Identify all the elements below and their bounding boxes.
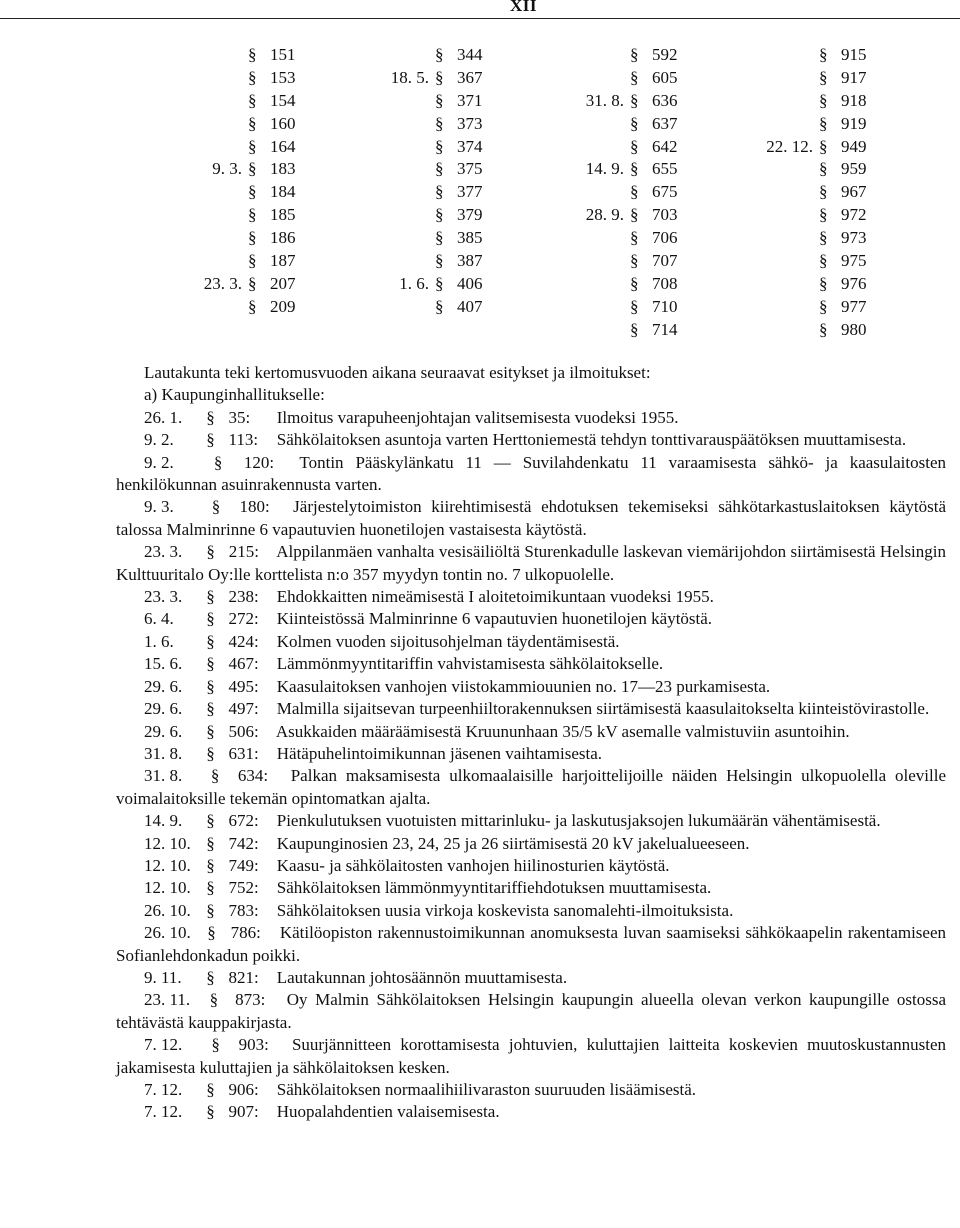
index-date: 23. 3. (203, 273, 242, 293)
index-number: 918 (841, 90, 867, 110)
index-row (630, 181, 678, 204)
index-date: 22. 12. (766, 136, 813, 156)
index-number: 164 (270, 136, 296, 156)
index-row (435, 296, 483, 319)
index-column (585, 44, 678, 342)
index-row (435, 227, 483, 250)
section-symbol: § (630, 45, 639, 64)
index-number: 185 (270, 205, 296, 225)
section-symbol: § (206, 1080, 215, 1099)
section-symbol: § (248, 90, 257, 110)
section-symbol: § (206, 542, 215, 562)
entry-text: Ehdokkaitten nimeämisestä I aloitetoimikuntaan vuodeksi 1955. (276, 587, 714, 607)
section-symbol: § (819, 67, 828, 87)
section-symbol: § (248, 251, 257, 271)
section-symbol: § (248, 45, 257, 64)
entry-number: 631: (228, 743, 259, 763)
entry-text: Asukkaiden määräämisestä Kruununhaan 35/5 kV asemalle valmistuviin asuntoihin. (275, 721, 850, 741)
index-number: 636 (652, 90, 678, 110)
section-symbol: § (248, 67, 257, 87)
entry-text: Sähkölaitoksen lämmönmyyntitariffiehdotuksen muuttamisesta. (276, 878, 712, 898)
entry-paragraph (116, 877, 946, 899)
entry-paragraph (116, 586, 946, 608)
index-row (819, 296, 867, 319)
index-date: 9. 3. (212, 159, 242, 179)
index-number: 183 (270, 159, 296, 179)
entry-number: 783: (228, 900, 259, 920)
index-row (248, 204, 296, 227)
entry-date: 9. 3. (144, 497, 174, 517)
index-number: 407 (457, 296, 483, 316)
section-symbol: § (206, 631, 215, 651)
entry-paragraph (116, 1101, 946, 1123)
index-row (766, 136, 867, 159)
entry-number: 215: (228, 542, 259, 562)
index-number: 371 (457, 90, 483, 110)
entry-number: 907: (228, 1102, 259, 1122)
section-symbol: § (630, 251, 639, 271)
entry-paragraph (116, 676, 946, 698)
index-row (819, 319, 867, 342)
entry-text: Lämmönmyyntitariffin vahvistamisesta sähkölaitokselle. (276, 654, 664, 674)
index-number: 374 (457, 136, 483, 156)
index-column (203, 44, 296, 319)
section-symbol: § (819, 296, 828, 316)
index-column (766, 44, 867, 342)
section-symbol: § (630, 113, 639, 133)
entry-text: Ilmoitus varapuheenjohtajan valitsemisesta vuodeksi 1955. (276, 407, 679, 427)
index-number: 642 (652, 136, 678, 156)
entry-paragraph (116, 765, 946, 810)
entry-date: 29. 6. (144, 699, 183, 719)
section-symbol: § (206, 430, 215, 450)
entry-paragraph (116, 810, 946, 832)
section-symbol: § (819, 136, 828, 156)
index-number: 187 (270, 251, 296, 271)
index-number: 184 (270, 182, 296, 202)
section-symbol: § (206, 609, 215, 629)
entry-paragraph (116, 496, 946, 541)
entry-text: Hätäpuhelintoimikunnan jäsenen vaihtamisesta. (276, 743, 603, 763)
entry-number: 873: (235, 990, 266, 1010)
entry-text: Järjestelytoimiston kiirehtimisestä ehdotuksen tekemiseksi sähkötarkastuslaitoksen käytöstä talossa Malminrinne 6 vapautuvien huonetilojen vastaisesta käytöstä. (116, 497, 947, 539)
section-symbol: § (435, 205, 444, 225)
section-symbol: § (630, 136, 639, 156)
index-row (819, 227, 867, 250)
index-number: 707 (652, 251, 678, 271)
index-number: 367 (457, 67, 483, 87)
index-row (585, 158, 678, 181)
index-row (819, 181, 867, 204)
entry-paragraph (116, 653, 946, 675)
index-row (819, 273, 867, 296)
index-number: 710 (652, 296, 678, 316)
entry-number: 272: (228, 609, 259, 629)
section-symbol: § (248, 159, 257, 179)
section-symbol: § (630, 205, 639, 225)
section-symbol: § (435, 182, 444, 202)
index-number: 977 (841, 296, 867, 316)
entry-number: 495: (228, 676, 259, 696)
entry-number: 786: (230, 923, 261, 943)
section-symbol: § (248, 273, 257, 293)
section-symbol: § (248, 205, 257, 225)
index-row (248, 90, 296, 113)
entry-date: 7. 12. (144, 1035, 183, 1055)
section-symbol: § (630, 90, 639, 110)
index-row (248, 296, 296, 319)
entry-number: 749: (228, 855, 259, 875)
entry-text: Kiinteistössä Malminrinne 6 vapautuvien huonetilojen käytöstä. (276, 609, 713, 629)
index-number: 406 (457, 273, 483, 293)
section-symbol: § (630, 228, 639, 248)
section-symbol: § (819, 45, 828, 64)
index-number: 919 (841, 113, 867, 133)
index-number: 972 (841, 205, 867, 225)
entry-text: Kolmen vuoden sijoitusohjelman täydentämisestä. (276, 631, 620, 651)
index-number: 387 (457, 251, 483, 271)
entry-text: Lautakunnan johtosäännön muuttamisesta. (276, 967, 568, 987)
section-symbol: § (206, 743, 215, 763)
entry-date: 12. 10. (144, 878, 191, 898)
entry-number: 120: (243, 452, 275, 472)
section-symbol: § (248, 296, 257, 316)
index-row (248, 181, 296, 204)
index-row (819, 90, 867, 113)
section-symbol: § (435, 159, 444, 179)
entry-date: 15. 6. (144, 654, 183, 674)
index-date: 1. 6. (399, 273, 429, 293)
index-number: 675 (652, 182, 678, 202)
entry-date: 29. 6. (144, 676, 183, 696)
index-row (819, 250, 867, 273)
index-row (435, 204, 483, 227)
entry-date: 26. 1. (144, 407, 183, 427)
entry-text: Sähkölaitoksen normaalihiilivaraston suuruuden lisäämisestä. (276, 1080, 696, 1099)
section-symbol: § (206, 811, 215, 831)
entry-date: 23. 3. (144, 542, 183, 562)
index-row (435, 250, 483, 273)
index-row (212, 158, 296, 181)
entry-number: 497: (228, 699, 259, 719)
index-number: 379 (457, 205, 483, 225)
entry-number: 634: (237, 766, 269, 786)
entry-number: 506: (228, 721, 259, 741)
section-symbol: § (206, 699, 215, 719)
section-symbol: § (206, 855, 215, 875)
entry-date: 23. 3. (144, 587, 183, 607)
entry-date: 26. 10. (144, 923, 191, 943)
section-symbol: § (819, 273, 828, 293)
index-row (819, 67, 867, 90)
index-row (630, 113, 678, 136)
entry-paragraph (116, 541, 946, 586)
entry-paragraph (116, 407, 946, 429)
section-symbol: § (819, 159, 828, 179)
index-number: 980 (841, 319, 867, 339)
section-symbol: § (630, 319, 639, 339)
intro-paragraph: Lautakunta teki kertomusvuoden aikana seuraavat esitykset ja ilmoitukset: (144, 363, 651, 382)
index-number: 186 (270, 228, 296, 248)
entry-text: Suurjännitteen korottamisesta johtuvien, kuluttajien laitteita koskevien muutoskustannusten jakamisesta kuluttajien ja sähkölaitoksen kesken. (116, 1035, 946, 1077)
index-row (819, 113, 867, 136)
section-symbol: § (213, 452, 223, 472)
index-date: 31. 8. (585, 90, 624, 110)
entry-text: Sähkölaitoksen uusia virkoja koskevista sanomalehti-ilmoituksista. (276, 900, 734, 920)
entry-text: Palkan maksamisesta ulkomaalaisille harjoittelijoille näiden Helsingin ulkopuolella oleville voimalaitoksille tekemän opintomatkan ajalta. (116, 766, 947, 808)
entry-number: 903: (238, 1035, 269, 1055)
section-symbol: § (435, 273, 444, 293)
entry-date: 31. 8. (144, 743, 183, 763)
entry-date: 14. 9. (144, 811, 183, 831)
index-date: 18. 5. (390, 67, 429, 87)
entry-text: Tontin Pääskylänkatu 11 — Suvilahdenkatu 11 varaamisesta sähkö- ja kaasulaitosten henkilökunnan asuinrakennusta varten. (116, 452, 947, 495)
section-symbol: § (209, 990, 219, 1010)
index-number: 655 (652, 159, 678, 179)
entry-number: 180: (239, 497, 270, 517)
section-symbol: § (206, 721, 215, 741)
index-number: 160 (270, 113, 296, 133)
entry-number: 752: (228, 878, 259, 898)
entry-number: 906: (228, 1080, 259, 1099)
entry-text: Alppilanmäen vanhalta vesisäiliöltä Sturenkadulle laskevan viemärijohdon siirtämisestä Helsingin Kulttuuritalo Oy:lle korttelista n:o 357 myydyn tontin no. 7 ulkopuolelle. (116, 542, 947, 584)
index-row (819, 44, 867, 67)
index-row (630, 227, 678, 250)
index-row (248, 67, 296, 90)
index-number: 373 (457, 113, 483, 133)
section-symbol: § (206, 967, 215, 987)
entry-date: 9. 2. (144, 430, 174, 450)
body-text (116, 362, 946, 1124)
entry-date: 9. 2. (144, 452, 174, 472)
index-row (819, 204, 867, 227)
entry-number: 742: (228, 833, 259, 853)
entry-text: Huopalahdentien valaisemisesta. (276, 1102, 500, 1122)
entry-paragraph (116, 631, 946, 653)
section-symbol: § (206, 1102, 215, 1122)
page-number: XII (510, 0, 538, 15)
section-symbol: § (630, 296, 639, 316)
index-number: 207 (270, 273, 296, 293)
index-date: 28. 9. (585, 205, 624, 225)
section-symbol: § (435, 251, 444, 271)
section-symbol: § (435, 136, 444, 156)
entry-number: 113: (228, 430, 259, 450)
section-symbol: § (819, 113, 828, 133)
index-number: 344 (457, 45, 483, 64)
page-header (0, 0, 960, 19)
entry-text: Kaupunginosien 23, 24, 25 ja 26 siirtämisestä 20 kV jakelualueeseen. (276, 833, 750, 853)
index-number: 708 (652, 273, 678, 293)
section-symbol: § (206, 833, 215, 853)
entry-paragraph (116, 833, 946, 855)
index-number: 377 (457, 182, 483, 202)
index-number: 154 (270, 90, 296, 110)
entry-date: 26. 10. (144, 900, 191, 920)
index-number: 151 (270, 45, 296, 64)
index-number: 976 (841, 273, 867, 293)
section-symbol: § (819, 251, 828, 271)
entry-paragraph (116, 900, 946, 922)
index-row (390, 67, 483, 90)
index-row (630, 296, 678, 319)
section-symbol: § (819, 182, 828, 202)
section-index-grid (0, 44, 960, 344)
entry-text: Pienkulutuksen vuotuisten mittarinluku- ja laskutusjaksojen lukumäärän vähentämisestä. (276, 811, 881, 831)
index-row (630, 44, 678, 67)
index-number: 714 (652, 319, 678, 339)
section-symbol: § (248, 228, 257, 248)
entry-text: Oy Malmin Sähkölaitoksen Helsingin kaupungin alueella olevan verkon kaupungille ostossa tehtävästä kauppakirjasta. (116, 990, 947, 1032)
entry-paragraph (116, 698, 946, 720)
index-number: 959 (841, 159, 867, 179)
index-row (435, 113, 483, 136)
entry-paragraph (116, 967, 946, 989)
section-symbol: § (819, 90, 828, 110)
index-number: 209 (270, 296, 296, 316)
index-number: 385 (457, 228, 483, 248)
entry-paragraph (116, 608, 946, 630)
section-symbol: § (206, 587, 215, 607)
entry-date: 7. 12. (144, 1102, 183, 1122)
entry-paragraph (116, 743, 946, 765)
entry-date: 12. 10. (144, 855, 191, 875)
entry-date: 6. 4. (144, 609, 174, 629)
index-row (435, 181, 483, 204)
entry-date: 12. 10. (144, 833, 191, 853)
entry-paragraph (116, 1079, 946, 1101)
index-row (435, 158, 483, 181)
entry-date: 31. 8. (144, 766, 183, 786)
index-number: 637 (652, 113, 678, 133)
index-number: 592 (652, 45, 678, 64)
section-symbol: § (206, 654, 215, 674)
index-row (585, 204, 678, 227)
index-row (819, 158, 867, 181)
section-symbol: § (211, 1035, 220, 1055)
index-row (248, 44, 296, 67)
section-symbol: § (211, 497, 221, 517)
entry-text: Kaasu- ja sähkölaitosten vanhojen hiilinosturien käytöstä. (276, 855, 670, 875)
index-row (630, 273, 678, 296)
entry-date: 29. 6. (144, 721, 183, 741)
entry-text: Malmilla sijaitsevan turpeenhiiltorakennuksen siirtämisestä kaasulaitokselta kiinteistövirastolle. (276, 699, 930, 719)
index-row (203, 273, 296, 296)
section-symbol: § (210, 766, 220, 786)
section-symbol: § (819, 319, 828, 339)
section-symbol: § (206, 676, 215, 696)
index-number: 706 (652, 228, 678, 248)
entry-number: 35: (228, 407, 251, 427)
section-symbol: § (207, 923, 216, 943)
index-row (399, 273, 483, 296)
index-number: 375 (457, 159, 483, 179)
entry-paragraph (116, 855, 946, 877)
entry-number: 467: (228, 654, 259, 674)
index-number: 703 (652, 205, 678, 225)
section-symbol: § (630, 182, 639, 202)
index-row (435, 136, 483, 159)
section-symbol: § (206, 407, 215, 427)
index-number: 917 (841, 67, 867, 87)
entry-number: 821: (228, 967, 259, 987)
entry-paragraph (116, 922, 946, 967)
section-symbol: § (435, 228, 444, 248)
index-date: 14. 9. (585, 159, 624, 179)
section-symbol: § (206, 878, 215, 898)
entry-number: 672: (228, 811, 259, 831)
section-symbol: § (248, 136, 257, 156)
section-symbol: § (435, 45, 444, 64)
index-number: 973 (841, 228, 867, 248)
section-symbol: § (630, 159, 639, 179)
section-symbol: § (630, 67, 639, 87)
index-row (248, 113, 296, 136)
entry-date: 7. 12. (144, 1080, 183, 1099)
subheading: a) Kaupunginhallitukselle: (144, 385, 325, 405)
entries-list (116, 407, 946, 1124)
section-symbol: § (435, 296, 444, 316)
index-row (248, 250, 296, 273)
entry-paragraph (116, 989, 946, 1034)
index-number: 153 (270, 67, 296, 87)
entry-text: Kätilöopiston rakennustoimikunnan anomuksesta luvan saamiseksi sähkökaapelin rakentamiseen Sofianlehdonkadun poikki. (116, 923, 947, 965)
entry-text: Kaasulaitoksen vanhojen viistokammiouunien no. 17—23 purkamisesta. (276, 676, 771, 696)
section-symbol: § (435, 90, 444, 110)
section-symbol: § (206, 900, 215, 920)
section-symbol: § (248, 182, 257, 202)
index-number: 967 (841, 182, 867, 202)
section-symbol: § (435, 113, 444, 133)
section-symbol: § (819, 205, 828, 225)
index-number: 605 (652, 67, 678, 87)
section-symbol: § (248, 113, 257, 133)
entry-number: 238: (228, 587, 259, 607)
index-row (435, 90, 483, 113)
section-symbol: § (819, 228, 828, 248)
index-row (585, 90, 678, 113)
section-symbol: § (630, 273, 639, 293)
index-row (630, 67, 678, 90)
entry-paragraph (116, 1034, 946, 1079)
entry-paragraph (116, 452, 946, 497)
entry-text: Sähkölaitoksen asuntoja varten Herttoniemestä tehdyn tonttivarauspäätöksen muuttamisesta. (276, 430, 907, 450)
index-row (630, 136, 678, 159)
index-number: 949 (841, 136, 867, 156)
entry-paragraph (116, 429, 946, 451)
entry-number: 424: (228, 631, 259, 651)
index-number: 975 (841, 251, 867, 271)
entry-date: 9. 11. (144, 967, 182, 987)
index-row (630, 319, 678, 342)
index-row (248, 136, 296, 159)
entry-date: 23. 11. (144, 990, 191, 1010)
section-symbol: § (435, 67, 444, 87)
index-row (435, 44, 483, 67)
index-row (630, 250, 678, 273)
index-column (390, 44, 483, 319)
index-row (248, 227, 296, 250)
index-number: 915 (841, 45, 867, 64)
entry-paragraph (116, 721, 946, 743)
entry-date: 1. 6. (144, 631, 174, 651)
